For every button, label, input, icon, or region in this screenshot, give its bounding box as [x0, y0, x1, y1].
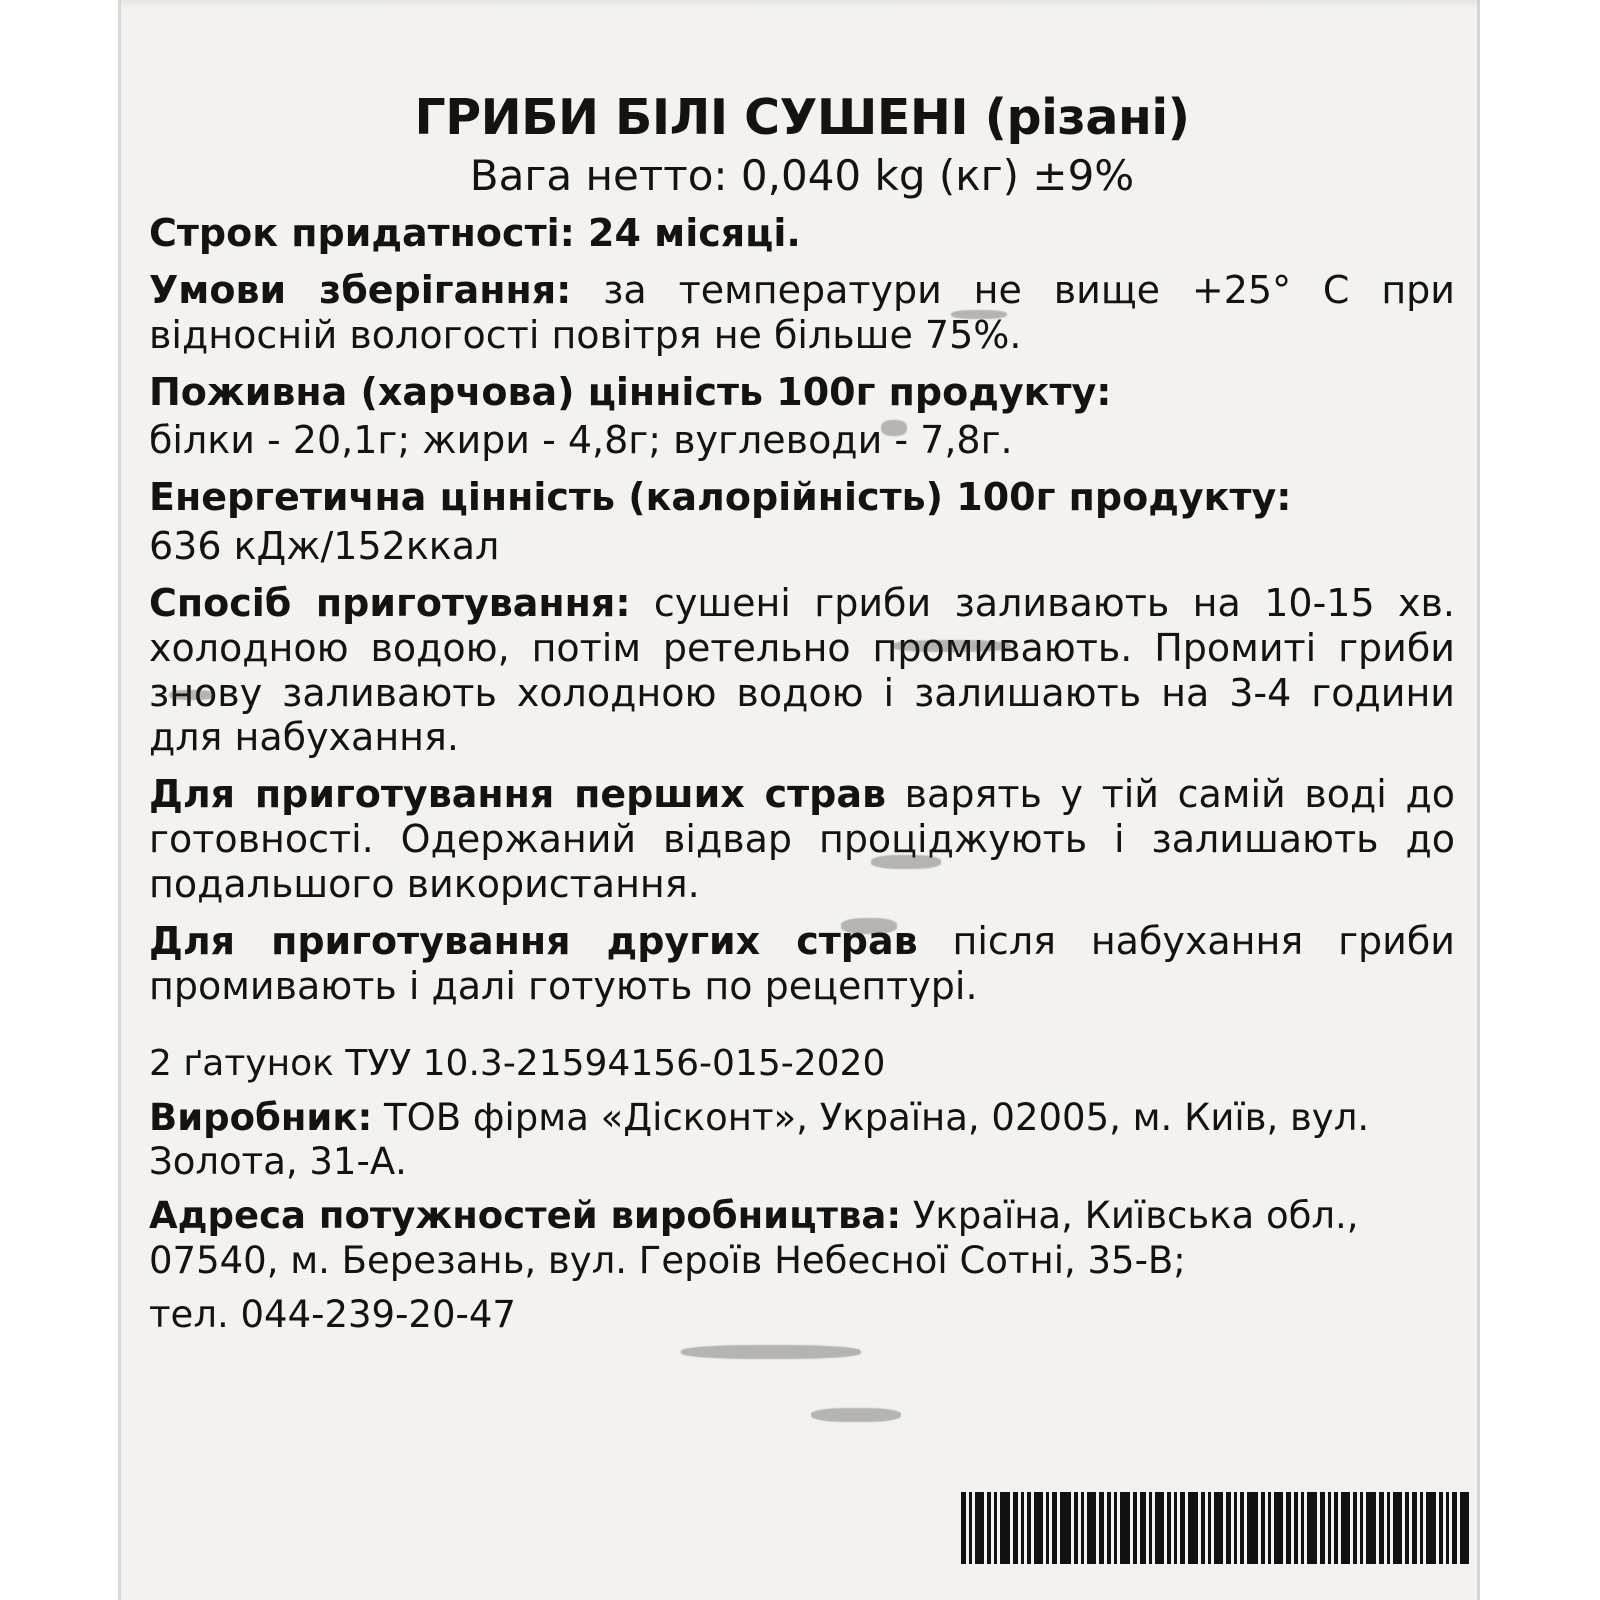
label-paper: [118, 0, 1480, 1600]
nutrition-heading-text: Поживна (харчова) цінність 100г продукту:: [149, 369, 1112, 414]
net-weight: Вага нетто: 0,040 kg (кг) ±9%: [469, 150, 1135, 200]
barcode-bar: [1328, 1492, 1331, 1564]
barcode-bar: [1307, 1492, 1317, 1564]
barcode-bar: [1379, 1492, 1384, 1564]
storage-conditions-text: за температури не вище +25° С при відносній вологості повітря не більше 75%.: [149, 267, 1455, 357]
barcode-bar: [1366, 1492, 1376, 1564]
preparation-label: Спосіб приготування:: [149, 580, 631, 625]
barcode-bar: [1261, 1492, 1265, 1564]
barcode-bar: [1214, 1492, 1223, 1564]
barcode: [961, 1492, 1561, 1564]
barcode-bar: [1341, 1492, 1350, 1564]
barcode-bar: [1208, 1492, 1211, 1564]
barcode-bar: [1046, 1492, 1049, 1564]
barcode-bar: [1140, 1492, 1146, 1564]
nutrition-heading: [149, 370, 1455, 415]
barcode-bar: [1294, 1492, 1298, 1564]
barcode-bar: [1060, 1492, 1071, 1564]
barcode-bar: [1446, 1492, 1449, 1564]
barcode-bar: [1099, 1492, 1104, 1564]
barcode-bar: [1034, 1492, 1043, 1564]
barcode-bar: [1334, 1492, 1338, 1564]
barcode-bar: [969, 1492, 972, 1564]
barcode-bar: [1426, 1492, 1436, 1564]
energy-heading: [149, 475, 1455, 520]
grade-standard: 2 ґатунок ТУУ 10.3-21594156-015-2020: [149, 1043, 886, 1085]
barcode-bar: [1286, 1492, 1291, 1564]
barcode-bar: [1120, 1492, 1130, 1564]
barcode-bar: [1167, 1492, 1171, 1564]
barcode-bar: [1412, 1492, 1417, 1564]
second-course: [149, 919, 1455, 1009]
production-facility-label: Адреса потужностей виробництва:: [149, 1194, 902, 1238]
barcode-bar: [1021, 1492, 1024, 1564]
barcode-bar: [1247, 1492, 1258, 1564]
storage-conditions-label: Умови зберігання:: [149, 267, 572, 312]
manufacturer-label: Виробник:: [149, 1095, 373, 1139]
barcode-bar: [1439, 1492, 1443, 1564]
barcode-bar: [1240, 1492, 1244, 1564]
product-title: ГРИБИ БІЛІ СУШЕНІ (різані): [414, 89, 1190, 146]
shelf-life: [149, 211, 1455, 256]
print-smudge: [811, 1408, 901, 1422]
barcode-bar: [1420, 1492, 1423, 1564]
barcode-bar: [1387, 1492, 1390, 1564]
barcode-bar: [1360, 1492, 1363, 1564]
barcode-bar: [1405, 1492, 1409, 1564]
label-content: [149, 89, 1455, 1337]
barcode-bar: [1393, 1492, 1402, 1564]
section-divider: [149, 1008, 1455, 1042]
barcode-bar: [1052, 1492, 1057, 1564]
barcode-bar: [1074, 1492, 1078, 1564]
barcode-bar: [1107, 1492, 1111, 1564]
production-facility-text: Україна, Київська обл., 07540, м. Березань, вул. Героїв Небесної Сотні, 35-В;: [149, 1194, 1359, 1282]
barcode-bar: [1133, 1492, 1137, 1564]
barcode-bar: [1268, 1492, 1271, 1564]
barcode-bar: [1301, 1492, 1304, 1564]
barcode-bar: [1460, 1492, 1469, 1564]
print-smudge: [681, 1345, 861, 1359]
barcode-bar: [1114, 1492, 1117, 1564]
manufacturer-text: ТОВ фірма «Дісконт», Україна, 02005, м. Київ, вул. Золота, 31-А.: [149, 1095, 1370, 1183]
second-course-text: після набухання гриби промивають і далі готують по рецептурі.: [149, 918, 1455, 1008]
storage-conditions: [149, 268, 1455, 358]
barcode-bar: [1081, 1492, 1084, 1564]
barcode-bar: [1000, 1492, 1010, 1564]
second-course-label: Для приготування других страв: [149, 918, 918, 963]
barcode-bar: [987, 1492, 991, 1564]
barcode-bar: [1180, 1492, 1185, 1564]
production-facility: [149, 1194, 1455, 1283]
first-course-label: Для приготування перших страв: [149, 772, 887, 817]
barcode-bar: [1013, 1492, 1018, 1564]
barcode-bar: [1188, 1492, 1198, 1564]
barcode-bar: [1149, 1492, 1152, 1564]
preparation-text: сушені гриби заливають на 10-15 хв. холодною водою, потім ретельно промивають. Промиті гриби знову заливають холодною водою і залишають на 3-4 години для набухання.: [149, 580, 1455, 760]
energy-value: 636 кДж/152ккал: [149, 524, 500, 569]
barcode-bar: [1027, 1492, 1031, 1564]
barcode-bar: [1452, 1492, 1457, 1564]
preparation: [149, 581, 1455, 760]
first-course: [149, 772, 1455, 906]
phone: тел. 044-239-20-47: [149, 1293, 516, 1337]
manufacturer: [149, 1096, 1455, 1185]
barcode-bar: [994, 1492, 997, 1564]
barcode-bar: [961, 1492, 966, 1564]
barcode-bar: [1320, 1492, 1325, 1564]
barcode-bar: [1234, 1492, 1237, 1564]
barcode-bar: [1353, 1492, 1357, 1564]
barcode-bar: [1087, 1492, 1096, 1564]
barcode-bars: [961, 1492, 1561, 1564]
barcode-bar: [1155, 1492, 1164, 1564]
barcode-bar: [1174, 1492, 1177, 1564]
first-course-text: варять у тій самій воді до готовності. Одержаний відвар проціджують і залишають до подальшого використання.: [149, 772, 1455, 906]
energy-heading-text: Енергетична цінність (калорійність) 100г продукту:: [149, 475, 1292, 520]
barcode-bar: [1201, 1492, 1205, 1564]
shelf-life-text: Строк придатності: 24 місяці.: [149, 211, 801, 256]
barcode-bar: [975, 1492, 984, 1564]
barcode-bar: [1226, 1492, 1231, 1564]
nutrition-values: білки - 20,1г; жири - 4,8г; вуглеводи - 7,8г.: [149, 418, 1013, 463]
barcode-bar: [1274, 1492, 1283, 1564]
